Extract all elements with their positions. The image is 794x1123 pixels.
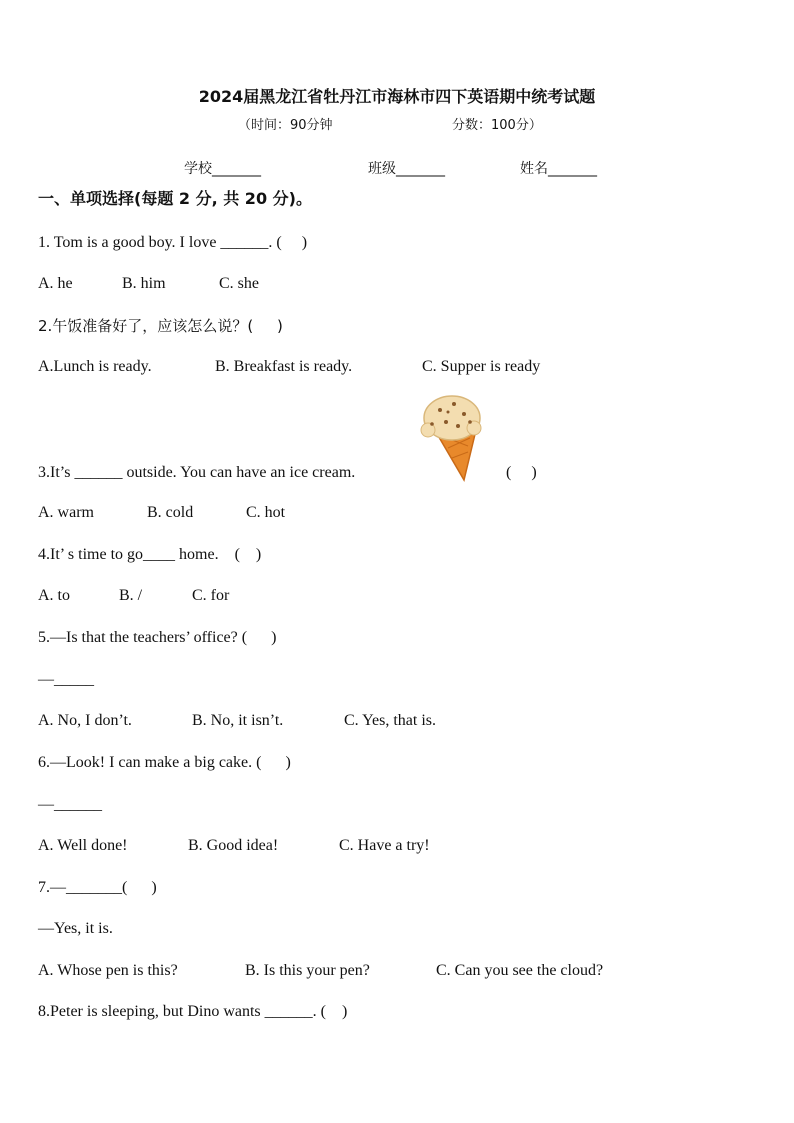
question-1-option-c: C. she: [219, 275, 259, 292]
question-2-option-b: B. Breakfast is ready.: [215, 358, 353, 375]
question-7-stem: 7.—_______( ): [38, 879, 157, 896]
question-7-answer-line: —Yes, it is.: [38, 920, 113, 937]
question-1-stem: 1. Tom is a good boy. I love ______. ( ): [38, 234, 308, 251]
score-info: 分数：100分）: [452, 118, 542, 133]
class-field: 班级_______: [368, 161, 445, 177]
question-8-stem: 8.Peter is sleeping, but Dino wants ______. ( ): [38, 1003, 348, 1020]
question-3-option-b: B. cold: [147, 504, 194, 521]
question-2-option-c: C. Supper is ready: [422, 358, 541, 375]
question-3-option-c: C. hot: [246, 504, 286, 521]
question-7-option-b: B. Is this your pen?: [245, 962, 370, 979]
question-6-option-a: A. Well done!: [38, 837, 128, 854]
name-field: 姓名_______: [520, 161, 597, 177]
question-4-option-b: B. /: [119, 587, 143, 604]
question-1-option-a: A. he: [38, 275, 73, 292]
question-7-option-c: C. Can you see the cloud?: [436, 962, 604, 979]
question-6-option-c: C. Have a try!: [339, 837, 430, 854]
question-5-option-c: C. Yes, that is.: [344, 712, 437, 729]
question-4-option-c: C. for: [192, 587, 230, 604]
question-6-answer-line: —______: [38, 796, 102, 813]
ice-cream-icon: [418, 392, 484, 484]
question-2-option-a: A.Lunch is ready.: [38, 358, 152, 375]
question-1-option-b: B. him: [122, 275, 166, 292]
question-6-stem: 6.—Look! I can make a big cake. ( ): [38, 754, 291, 771]
time-info: （时间：90分钟: [238, 118, 333, 133]
question-6-option-b: B. Good idea!: [188, 837, 279, 854]
question-5-answer-line: —_____: [38, 671, 94, 688]
school-field: 学校_______: [184, 161, 261, 177]
question-7-option-a: A. Whose pen is this?: [38, 962, 178, 979]
page-title: 2024届黑龙江省牡丹江市海林市四下英语期中统考试题: [198, 87, 596, 106]
question-3-option-a: A. warm: [38, 504, 94, 521]
question-2-stem: 2.午饭准备好了，应该怎么说？( ): [38, 317, 283, 335]
question-5-option-a: A. No, I don’t.: [38, 712, 132, 729]
question-4-option-a: A. to: [38, 587, 70, 604]
section-heading: 一、单项选择(每题 2 分, 共 20 分)。: [38, 189, 312, 208]
question-3-answer-paren: ( ): [506, 464, 537, 481]
question-5-stem: 5.—Is that the teachers’ office? ( ): [38, 629, 277, 646]
question-4-stem: 4.It’ s time to go____ home. ( ): [38, 546, 262, 563]
question-5-option-b: B. No, it isn’t.: [192, 712, 284, 729]
question-3-stem: 3.It’s ______ outside. You can have an ice cream.: [38, 464, 356, 481]
